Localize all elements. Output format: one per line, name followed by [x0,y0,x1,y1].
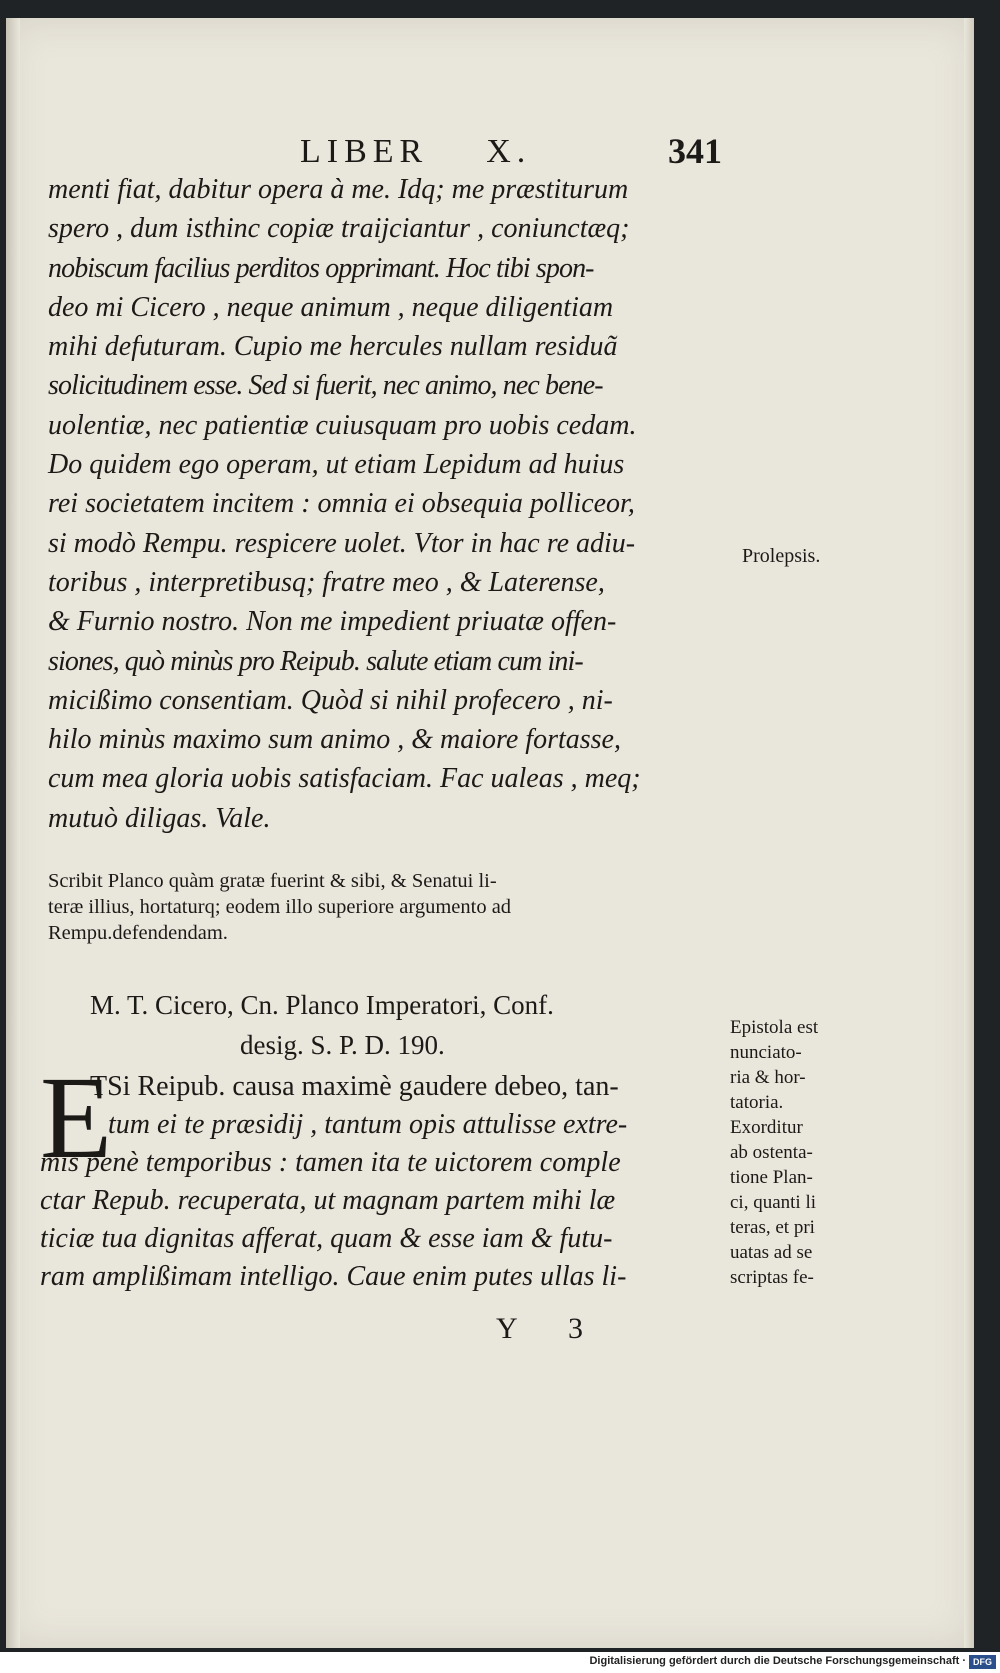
body-line: menti fiat, dabitur opera à me. Idq; me præstiturum [48,174,629,205]
body-line: siones, quò minùs pro Reipub. salute etiam cum ini- [48,645,583,677]
letter-line: ctar Repub. recuperata, ut magnam partem mihi læ [40,1185,616,1216]
running-head-book: X. [486,133,532,170]
margin-note-line: Exorditur [730,1117,803,1138]
margin-note-epistola [730,1015,818,1290]
page-number: 341 [668,131,722,171]
letter-line: ram amplißimam intelligo. Caue enim putes ullas li- [40,1261,627,1292]
letter-address [90,985,554,1065]
running-head [300,133,531,171]
margin-note-line: ab ostenta- [730,1142,813,1163]
margin-note-line: ci, quanti li [730,1192,817,1213]
body-line: & Furnio nostro. Non me impedient priuatæ offen- [48,606,617,638]
summary-line: teræ illius, hortaturq; eodem illo superiore argumento ad [48,896,512,918]
body-line: solicitudinem esse. Sed si fuerit, nec animo, nec bene- [48,370,603,402]
address-line-1: M. T. Cicero, Cn. Planco Imperatori, Conf. [90,990,554,1020]
letter-line: TSi Reipub. causa maximè gaudere debeo, tan- [90,1071,619,1102]
margin-note-line: Epistola est [730,1017,819,1038]
drop-cap: E [40,1052,113,1183]
body-line: hilo minùs maximo sum animo , & maiore fortasse, [48,724,621,756]
letter-line: mis penè temporibus : tamen ita te uictorem comple [40,1147,621,1178]
margin-note-line: ria & hor- [730,1067,806,1088]
summary-line: Rempu.defendendam. [48,922,228,944]
margin-note-prolepsis: Prolepsis. [742,545,821,567]
body-line: uolentiæ, nec patientiæ cuiusquam pro uobis cedam. [48,409,637,441]
letter-line: ticiæ tua dignitas afferat, quam & esse iam & futu- [40,1223,613,1254]
body-line: cum mea gloria uobis satisfaciam. Fac ualeas , meq; [48,763,641,795]
signature-mark: Y 3 [496,1312,606,1345]
summary-line: Scribit Planco quàm gratæ fuerint & sibi, & Senatui li- [48,870,497,892]
footer-bar [0,1652,1000,1673]
body-line: toribus , interpretibusq; fratre meo , & Laterense, [48,566,605,598]
margin-note-line: tatoria. [730,1092,784,1113]
running-head-title: LIBER [300,133,429,170]
margin-note-line: tione Plan- [730,1167,813,1188]
body-line: micißimo consentiam. Quòd si nihil profecero , ni- [48,684,613,716]
margin-note-line: nunciato- [730,1042,802,1063]
body-line: si modò Rempu. respicere uolet. Vtor in hac re adiu- [48,527,636,559]
letter-line: tum ei te præsidij , tantum opis attulisse extre- [108,1109,628,1140]
dfg-logo: DFG [969,1655,996,1669]
body-line: nobiscum facilius perditos opprimant. Hoc tibi spon- [48,252,594,284]
body-line: deo mi Cicero , neque animum , neque diligentiam [48,291,614,323]
body-text [48,170,738,838]
letter-summary [48,868,748,946]
page-left-edge [6,18,20,1648]
body-line: Do quidem ego operam, ut etiam Lepidum ad huius [48,449,625,481]
margin-note-line: uatas ad se [730,1242,813,1263]
body-line: spero , dum isthinc copiæ traijciantur , coniunctæq; [48,213,630,245]
body-line: mihi defuturam. Cupio me hercules nullam residuã [48,331,618,363]
page-right-edge [964,18,974,1648]
address-line-2: desig. S. P. D. 190. [240,1030,445,1060]
margin-note-line: teras, et pri [730,1217,815,1238]
body-line: mutuò diligas. Vale. [48,802,271,834]
margin-note-line: scriptas fe- [730,1267,814,1288]
body-line: rei societatem incitem : omnia ei obsequia polliceor, [48,488,635,520]
letter-body [40,1052,740,1296]
footer-credit: Digitalisierung gefördert durch die Deutsche Forschungsgemeinschaft · [589,1655,966,1667]
